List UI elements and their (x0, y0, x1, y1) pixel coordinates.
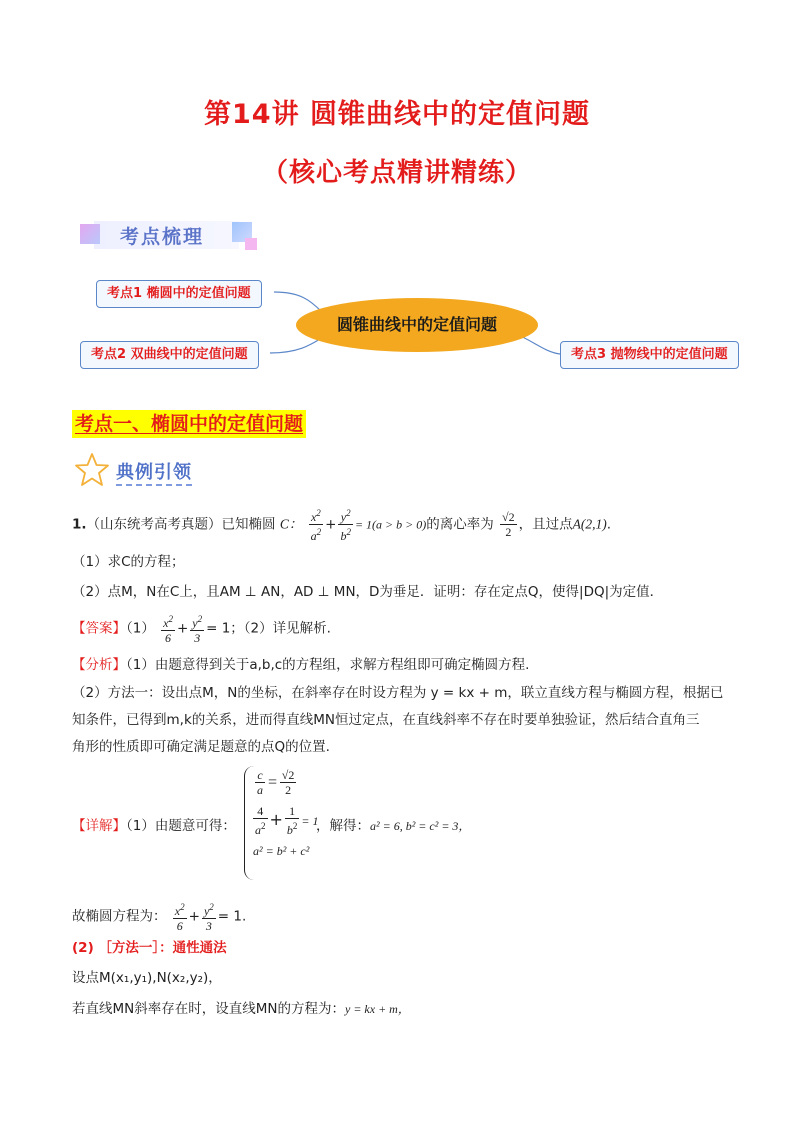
answer-part1: （1） (126, 620, 155, 637)
section-heading: 考点一、椭圆中的定值问题 (72, 410, 306, 438)
fraction-sqrt2-2: $\frac{√2}{2}$ (502, 510, 515, 539)
problem-line: 1.（山东统考高考真题）已知椭圆 C： $\frac{x^2}{a^2}$ + $\frac{y^2}{b^2}$ = 1(a > b > 0)的离心率为 $\frac{√2}{2}$ ，且过点A(2,1). (72, 508, 612, 543)
fraction-x2-6-b: $\frac{x^2}{6}$ (174, 902, 185, 933)
page-subtitle: （核心考点精讲精练） (261, 158, 532, 188)
solve-line (316, 814, 470, 834)
solve-result: a² = 6, b² = c² = 3， (370, 819, 471, 833)
line-equation: y = kx + m， (345, 1002, 410, 1016)
conclusion-line: 故椭圆方程为： $\frac{x^2}{6}$ + $\frac{y^2}{3}$ = 1. (72, 902, 247, 933)
fraction-y2-3-b: $\frac{y^2}{3}$ (203, 902, 214, 933)
conclusion-end: = 1. (217, 908, 247, 925)
solve-text: ，解得： (316, 818, 370, 834)
mindmap-node-3: 考点3 抛物线中的定值问题 (560, 341, 739, 369)
detail-line (72, 814, 236, 834)
set-points-line: 设点M(x₁,y₁),N(x₂,y₂)， (72, 970, 222, 986)
example-label: 典例引领 (116, 462, 192, 483)
analysis-line-2: （2）方法一：设出点M，N的坐标，在斜率存在时设方程为 y = kx + m，联立直线方程与椭圆方程，根据已 (72, 685, 724, 701)
analysis-line-4: 角形的性质即可确定满足题意的点Q的位置. (72, 739, 330, 755)
problem-source: （山东统考高考真题）已知椭圆 (86, 516, 276, 533)
section-banner (80, 218, 260, 252)
mindmap-center: 圆锥曲线中的定值问题 (296, 298, 538, 352)
question-2: （2）点M，N在C上，且AM ⊥ AN，AD ⊥ MN，D为垂足．证明：存在定点Q，使得|DQ|为定值． (72, 584, 664, 600)
equation-row-2: $\frac{4}{a^2}$ + $\frac{1}{b^2}$ = 1 (255, 804, 319, 837)
answer-tag: 【答案】 (72, 620, 126, 637)
example-underline (116, 484, 192, 486)
banner-decor-square (245, 238, 257, 250)
banner-label: 考点梳理 (120, 226, 205, 248)
analysis-text-1: （1）由题意得到关于a,b,c的方程组，求解方程组即可确定椭圆方程. (126, 657, 530, 673)
fraction-sqrt2-2-b: $\frac{√2}{2}$ (281, 768, 295, 797)
detail-tag: 【详解】 (72, 818, 126, 834)
ellipse-label: C： (279, 516, 303, 532)
mindmap-node-1: 考点1 椭圆中的定值问题 (96, 280, 262, 308)
banner-decor-square (80, 224, 100, 244)
problem-period: . (606, 516, 612, 533)
problem-text-end: ，且过点 (518, 516, 573, 533)
slope-line (72, 997, 410, 1017)
ellipse-condition: = 1(a > b > 0) (354, 517, 427, 532)
answer-line: 【答案】（1） $\frac{x^2}{6}$ + $\frac{y^2}{3}$ = 1；（2）详见解析. (72, 614, 331, 645)
star-icon (74, 452, 110, 488)
problem-text-mid: 的离心率为 (426, 516, 494, 533)
detail-text-1: （1）由题意可得： (126, 818, 236, 834)
equation-row-1: $\frac{c}{a}$ = $\frac{√2}{2}$ (257, 768, 295, 797)
fraction-4-a2: $\frac{4}{a^2}$ (255, 804, 266, 837)
fraction-y2-b2: $\frac{y^2}{b^2}$ (340, 508, 351, 543)
point-a: A(2,1) (572, 516, 607, 532)
fraction-x2-6: $\frac{x^2}{6}$ (163, 614, 173, 645)
analysis-tag: 【分析】 (72, 657, 126, 673)
fraction-x2-a2: $\frac{x^2}{a^2}$ (310, 508, 322, 543)
slope-text: 若直线MN斜率存在时，设直线MN的方程为： (72, 1001, 345, 1017)
page-title: 第14讲 圆锥曲线中的定值问题 (204, 99, 590, 130)
fraction-c-a: $\frac{c}{a}$ (257, 768, 263, 797)
method-heading: (2) ［方法一］：通性通法 (72, 940, 227, 956)
analysis-line-1 (72, 653, 529, 673)
answer-part2: = 1；（2）详见解析. (206, 620, 331, 637)
conclusion-text: 故椭圆方程为： (72, 908, 167, 925)
problem-number: 1. (72, 516, 87, 533)
fraction-y2-3: $\frac{y^2}{3}$ (192, 614, 203, 645)
mindmap-node-2: 考点2 双曲线中的定值问题 (80, 341, 259, 369)
equation-system (244, 766, 325, 880)
fraction-1-b2: $\frac{1}{b^2}$ (286, 804, 298, 837)
equation-row-3: a² = b² + c² (253, 844, 310, 858)
example-header (72, 452, 212, 488)
analysis-line-3: 知条件，已得到m,k的关系，进而得直线MN恒过定点，在直线斜率不存在时要单独验证，然后结合直角三 (72, 712, 700, 728)
question-1: （1）求C的方程； (72, 554, 185, 570)
